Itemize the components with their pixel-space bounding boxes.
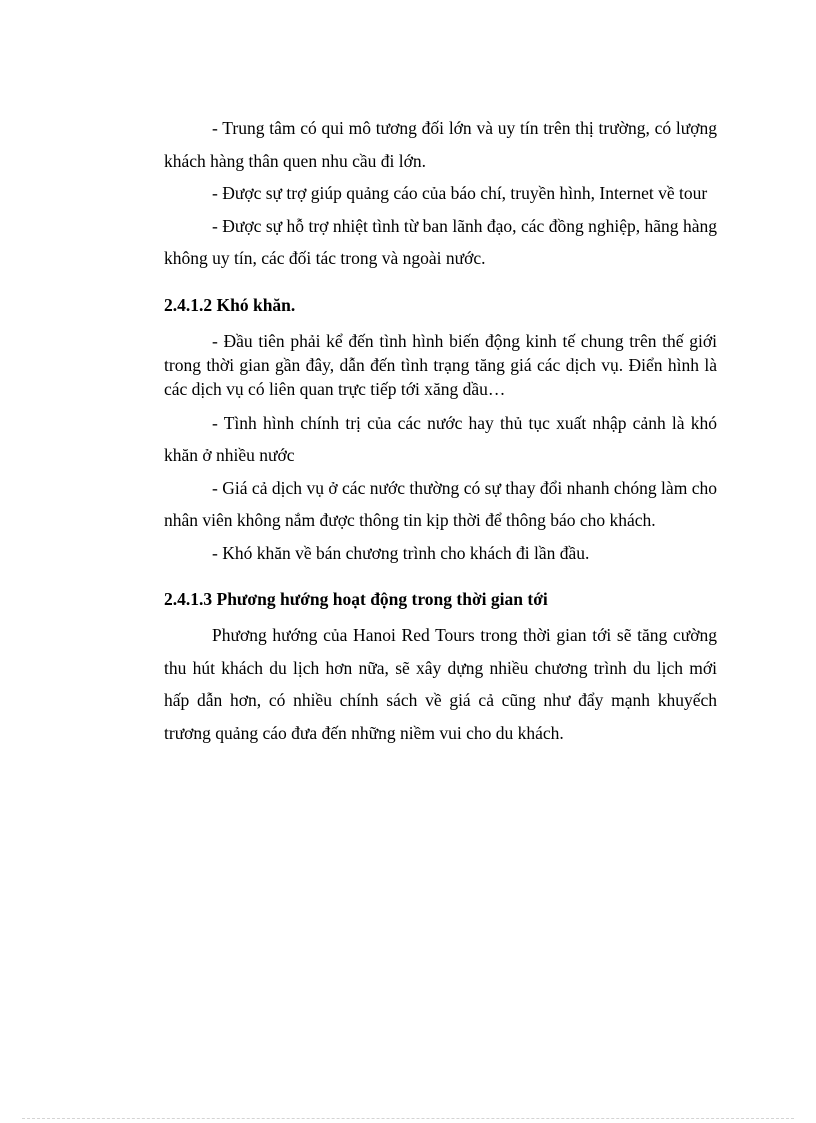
- section-heading-difficulties: 2.4.1.2 Khó khăn.: [164, 294, 296, 315]
- advantage-paragraph-2: - Được sự trợ giúp quảng cáo của báo chí, truyền hình, Internet về tour: [212, 183, 708, 203]
- advantage-paragraph-3: - Được sự hỗ trợ nhiệt tình từ ban lãnh đạo, các đồng nghiệp, hãng hàng không uy tín, các đối tác trong và ngoài nước.: [164, 215, 717, 268]
- section-heading-direction: 2.4.1.3 Phương hướng hoạt động trong thời gian tới: [164, 589, 548, 609]
- difficulty-intro-paragraph: - Đầu tiên phải kể đến tình hình biến động kinh tế chung trên thế giới trong thời gian gần đây, dẫn đến tình trạng tăng giá các dịch vụ. Điển hình là các dịch vụ có liên quan trực tiếp tới xăng dầu…: [164, 330, 717, 399]
- document-body: [164, 112, 717, 749]
- page-bottom-divider: [22, 1118, 794, 1119]
- difficulty-paragraph-2: - Giá cả dịch vụ ở các nước thường có sự thay đổi nhanh chóng làm cho nhân viên không nắm được thông tin kịp thời để thông báo cho khách.: [164, 477, 717, 530]
- difficulty-paragraph-3: - Khó khăn về bán chương trình cho khách đi lần đầu.: [212, 542, 590, 563]
- difficulty-paragraph-1: - Tình hình chính trị của các nước hay thủ tục xuất nhập cảnh là khó khăn ở nhiều nước: [164, 412, 717, 465]
- direction-paragraph: Phương hướng của Hanoi Red Tours trong thời gian tới sẽ tăng cường thu hút khách du lịch hơn nữa, sẽ xây dựng nhiều chương trình du lịch mới hấp dẫn hơn, có nhiều chính sách về giá cả cũng như đẩy mạnh khuyếch trương quảng cáo đưa đến những niềm vui cho du khách.: [164, 625, 717, 743]
- advantage-paragraph-1: - Trung tâm có qui mô tương đối lớn và uy tín trên thị trường, có lượng khách hàng thân quen nhu cầu đi lớn.: [164, 118, 717, 171]
